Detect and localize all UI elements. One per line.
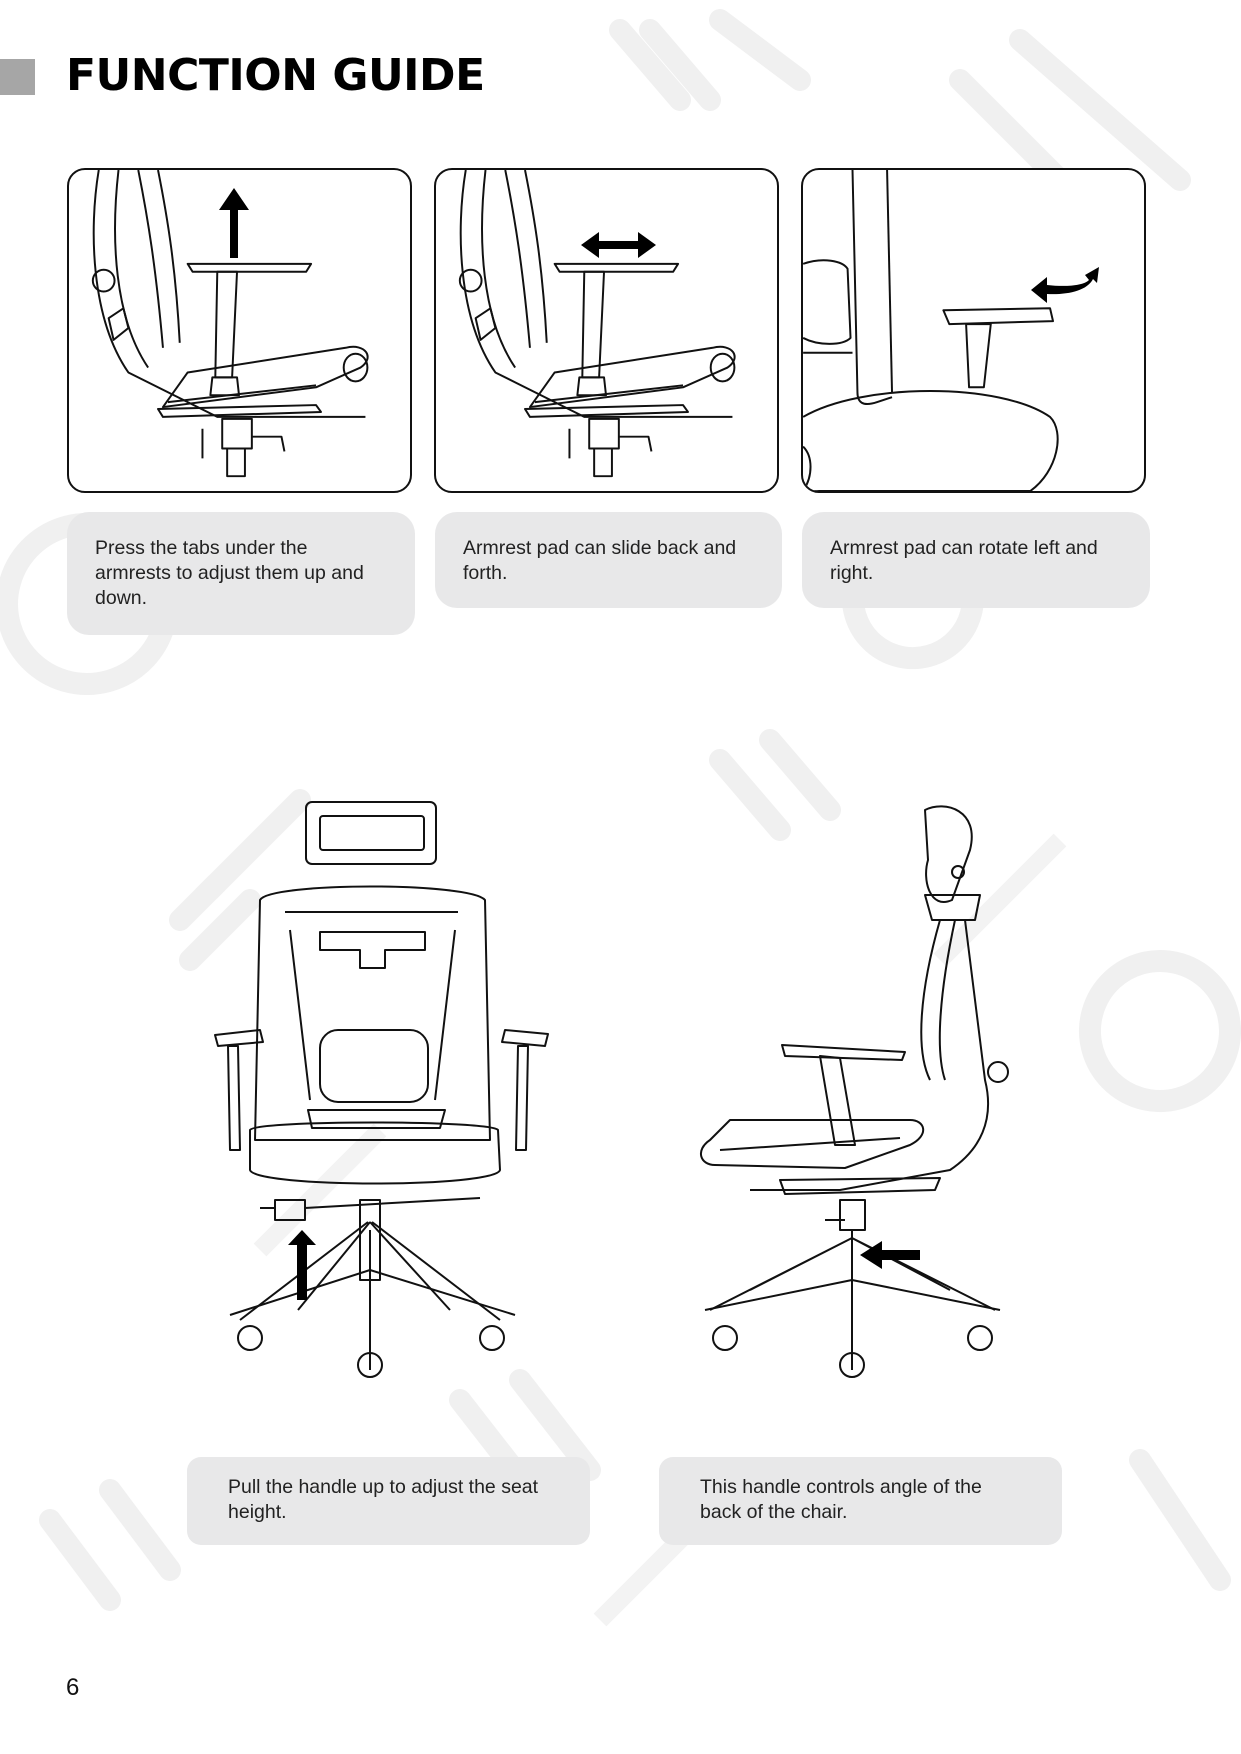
title-accent-bar bbox=[0, 59, 35, 95]
caption-text: This handle controls angle of the back of the chair. bbox=[700, 1476, 982, 1523]
rotate-arrow-icon bbox=[1031, 265, 1103, 303]
caption-armrest-slide bbox=[435, 512, 782, 608]
caption-text: Press the tabs under the armrests to adjust them up and down. bbox=[95, 537, 364, 609]
arrow-left-icon bbox=[860, 1241, 920, 1269]
chair-front-view-figure bbox=[200, 790, 570, 1390]
arrow-up-icon bbox=[219, 188, 249, 258]
caption-backrest-angle bbox=[659, 1457, 1062, 1545]
armrest-slide-illustration bbox=[434, 168, 779, 493]
caption-armrest-height bbox=[67, 512, 415, 635]
armrest-rotate-illustration bbox=[801, 168, 1146, 493]
arrow-left-right-icon bbox=[581, 232, 656, 258]
armrest-height-illustration bbox=[67, 168, 412, 493]
caption-text: Pull the handle up to adjust the seat height. bbox=[228, 1476, 539, 1523]
chair-armrest-closeup-figure bbox=[803, 170, 1144, 491]
caption-text: Armrest pad can rotate left and right. bbox=[830, 537, 1098, 584]
caption-text: Armrest pad can slide back and forth. bbox=[463, 537, 737, 584]
page-number: 6 bbox=[66, 1674, 80, 1701]
chair-side-armrest-figure bbox=[436, 170, 777, 491]
chair-side-view-figure bbox=[690, 790, 1020, 1390]
page-title: FUNCTION GUIDE bbox=[66, 50, 485, 101]
caption-armrest-rotate bbox=[802, 512, 1150, 608]
caption-seat-height bbox=[187, 1457, 590, 1545]
